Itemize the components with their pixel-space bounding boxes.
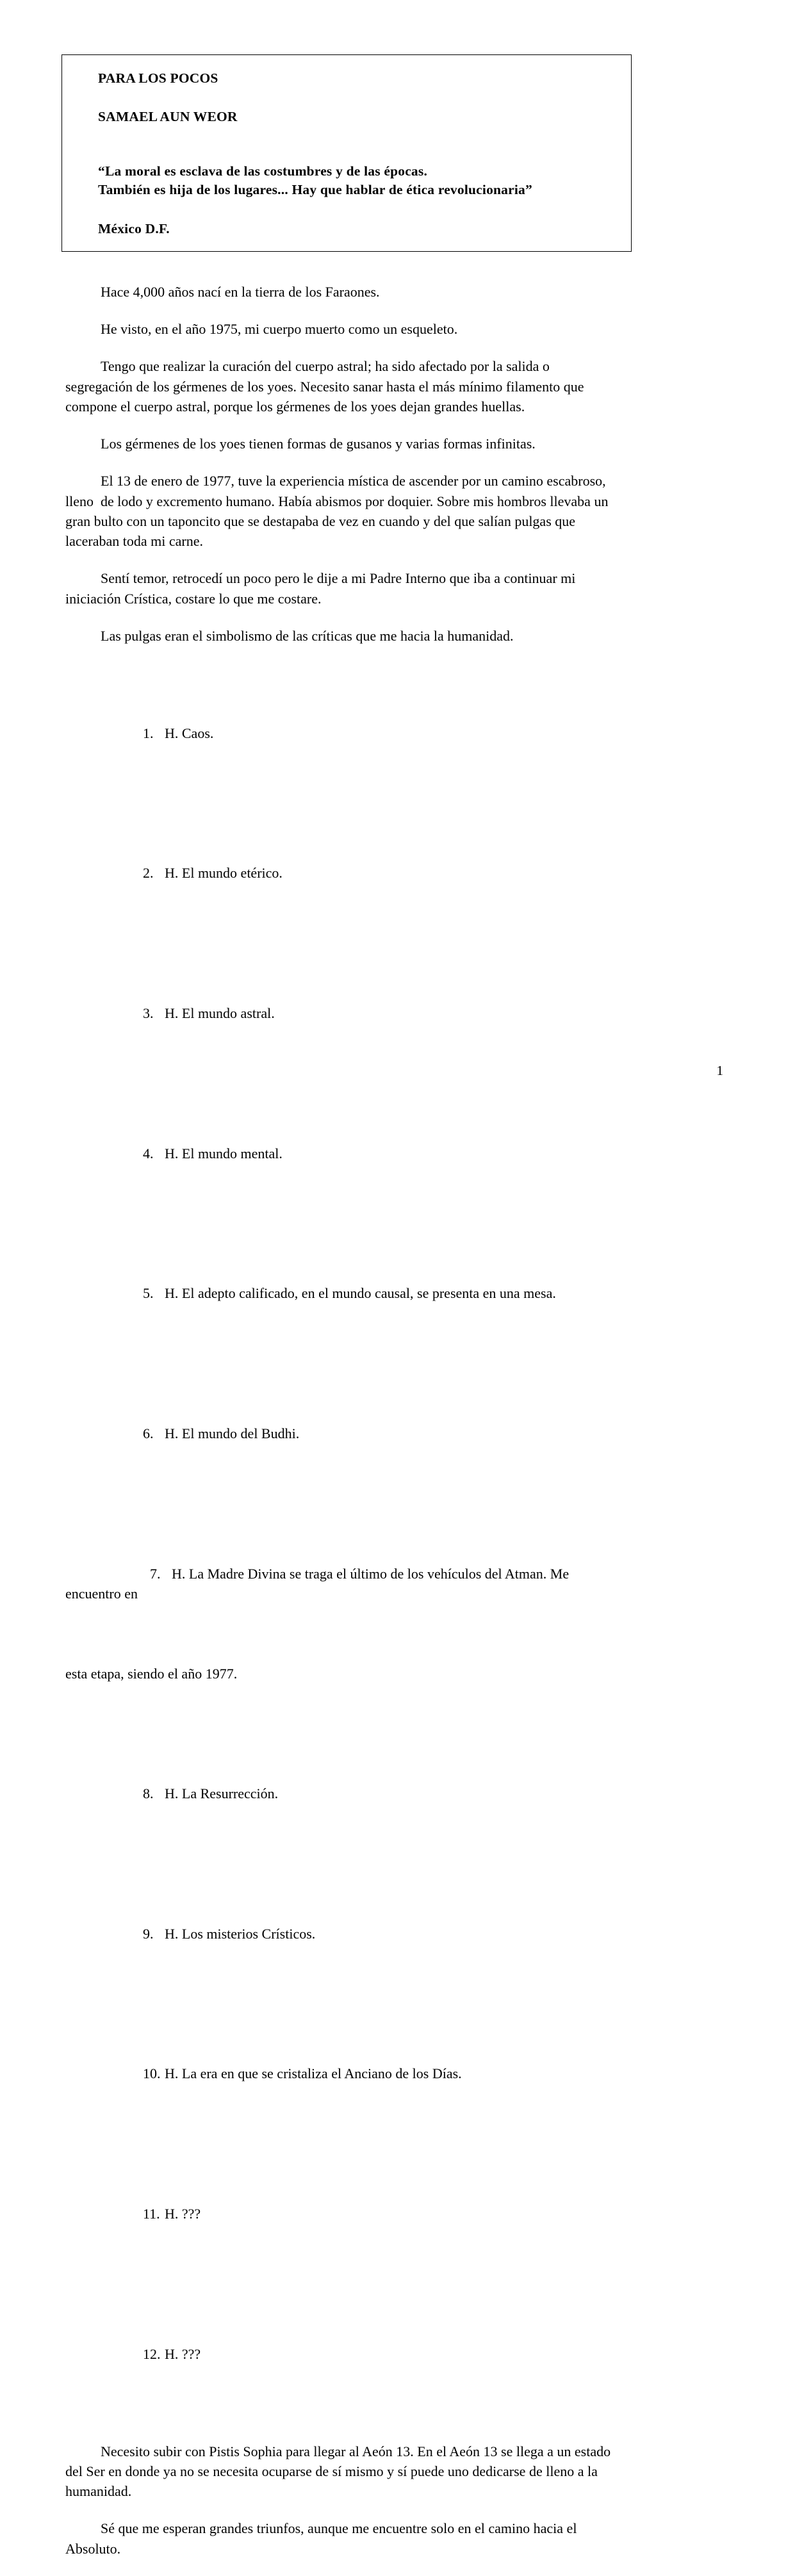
page-number: 1 — [716, 1063, 723, 1078]
body-paragraph: Sé que me esperan grandes triunfos, aunque me encuentre solo en el camino hacia el Absoluto. — [65, 2520, 580, 2557]
list-item-label: H. La Resurrección. — [165, 1785, 279, 1802]
header-box-content — [62, 55, 631, 236]
list-item — [65, 2284, 616, 2424]
list-item-label: H. La Madre Divina se traga el último de los vehículos del Atman. Me encuentro en — [65, 1565, 577, 1602]
initiations-list — [65, 663, 616, 2424]
list-item-label: H. El adepto calificado, en el mundo causal, se presenta en una mesa. — [165, 1285, 556, 1302]
list-item-number: 12. — [143, 2345, 161, 2362]
document-body — [65, 282, 616, 2576]
list-item — [65, 1864, 616, 2004]
body-paragraph: Los gérmenes de los yoes tienen formas de gusanos y varias formas infinitas. — [101, 436, 536, 452]
epigraph-line-2: También es hija de los lugares... Hay que hablar de ética revolucionaria” — [98, 181, 532, 197]
list-item — [65, 1504, 616, 1724]
list-item-number: 11. — [143, 2206, 160, 2222]
author-name: SAMAEL AUN WEOR — [98, 108, 238, 124]
list-item-label: H. El mundo astral. — [165, 1005, 275, 1022]
list-item-label: H. ??? — [165, 2345, 201, 2362]
page-title: PARA LOS POCOS — [98, 70, 218, 86]
list-item — [65, 1083, 616, 1224]
numbered-list-block — [65, 663, 616, 2424]
list-item — [65, 803, 616, 944]
list-item-label: H. La era en que se cristaliza el Anciano de los Días. — [165, 2065, 462, 2082]
list-item — [65, 943, 616, 1083]
body-paragraph: Hace 4,000 años nací en la tierra de los Faraones. — [101, 284, 380, 300]
body-paragraph: Necesito subir con Pistis Sophia para llegar al Aeón 13. En el Aeón 13 se llega a un estado del Ser en donde ya no se necesita ocuparse de sí mismo y sí puede uno dedicarse de lleno a la humanidad. — [65, 2443, 614, 2500]
list-item-label: H. Caos. — [165, 725, 214, 741]
list-item-label: H. El mundo del Budhi. — [165, 1425, 300, 1441]
list-item-label: H. El mundo etérico. — [165, 865, 283, 882]
body-paragraph: Tengo que realizar la curación del cuerpo astral; ha sido afectado por la salida o segregación de los gérmenes de los yoes. Necesito sanar hasta el más mínimo filamento que compone el cuerpo astral, porque los gérmenes de los yoes dejan grandes huellas. — [65, 358, 587, 414]
list-item-number: 1. — [143, 725, 154, 741]
list-item-continuation: esta etapa, siendo el año 1977. — [65, 1665, 238, 1682]
list-item-number: 10. — [143, 2065, 161, 2082]
list-item-number: 5. — [143, 1285, 154, 1302]
body-paragraph: Las pulgas eran el simbolismo de las críticas que me hacia la humanidad. — [101, 627, 514, 644]
list-item-label: H. El mundo mental. — [165, 1145, 283, 1161]
body-paragraph: El 13 de enero de 1977, tuve la experiencia mística de ascender por un camino escabroso, lleno de lodo y excremento humano. Había abismos por doquier. Sobre mis hombros llevaba un gran bulto con un taponcito que se destapaba de vez en cuando y del que salían pulgas que laceraban toda mi carne. — [65, 473, 612, 550]
list-item-number: 8. — [143, 1785, 154, 1802]
body-paragraph: Sentí temor, retrocedí un poco pero le dije a mi Padre Interno que iba a continuar mi iniciación Crística, costare lo que me costare. — [65, 570, 579, 607]
list-item-number: 7. — [150, 1565, 161, 1582]
list-item-label: H. Los misterios Crísticos. — [165, 1925, 316, 1942]
list-item — [65, 2004, 616, 2144]
list-item-label: H. ??? — [165, 2206, 201, 2222]
body-paragraph: He visto, en el año 1975, mi cuerpo muerto como un esqueleto. — [101, 321, 458, 338]
list-item-number: 9. — [143, 1925, 154, 1942]
list-item — [65, 663, 616, 803]
list-item — [65, 1723, 616, 1864]
list-item-number: 2. — [143, 865, 154, 882]
list-item — [65, 1363, 616, 1504]
epigraph-line-1: “La moral es esclava de las costumbres y de las épocas. — [98, 163, 428, 179]
place-line: México D.F. — [98, 221, 170, 236]
list-item — [65, 2144, 616, 2284]
list-item-number: 4. — [143, 1145, 154, 1161]
list-item-number: 3. — [143, 1005, 154, 1022]
header-box — [61, 54, 632, 252]
list-item — [65, 1224, 616, 1364]
list-item-number: 6. — [143, 1425, 154, 1441]
